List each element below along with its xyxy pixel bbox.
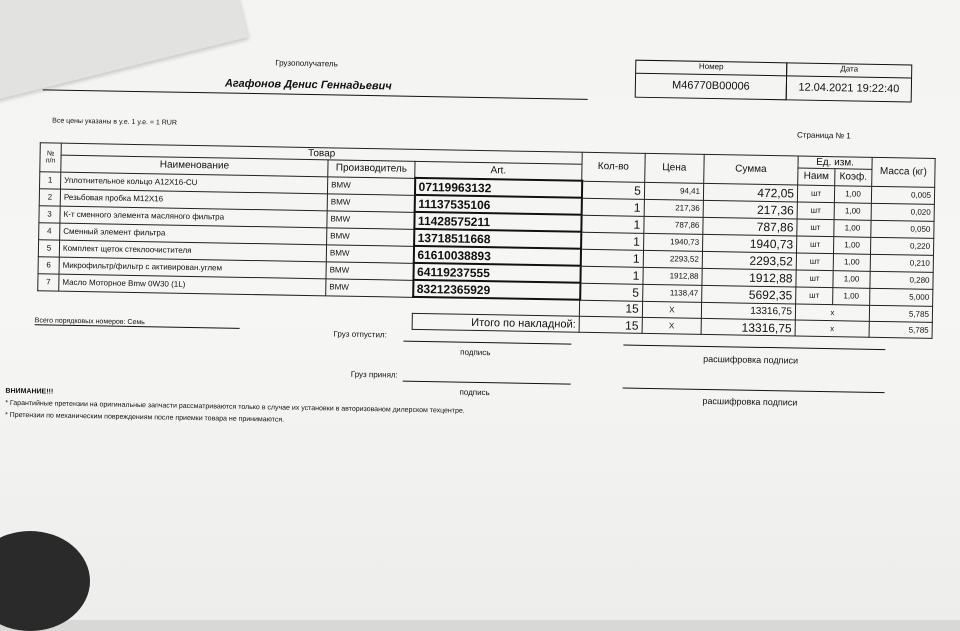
- number-box: [635, 60, 788, 101]
- warning-1: * Гарантийные претензии на оригинальные запчасти рассматриваются только в случае их установки в авторизованом дилерском техцентре.: [5, 399, 465, 415]
- date-box: [786, 62, 913, 102]
- col-maker: Производитель: [328, 160, 415, 178]
- cell-coef: 1,00: [834, 185, 871, 203]
- col-group-goods: Товар: [61, 143, 582, 164]
- page-number: Страница № 1: [796, 130, 851, 141]
- cell-art: 61610038893: [413, 246, 580, 266]
- released-signature-caption: подпись: [460, 347, 491, 358]
- cell-sum: 1940,73: [702, 234, 796, 253]
- cell-sum: 2293,52: [702, 251, 796, 270]
- col-name: Наименование: [61, 155, 328, 176]
- col-qty: Кол-во: [582, 152, 645, 182]
- invoice-number: M46770B00006: [671, 79, 750, 93]
- cell-maker: BMW: [326, 244, 413, 263]
- cell-unit: шт: [796, 287, 833, 305]
- number-label: Номер: [636, 61, 786, 77]
- cell-qty: 5: [581, 181, 644, 199]
- total-unit: x: [795, 320, 869, 337]
- cell-coef: 1,00: [834, 219, 871, 237]
- received-signature-line: [403, 381, 571, 385]
- released-label: Груз отпустил:: [333, 329, 387, 340]
- col-art: Art.: [415, 161, 582, 180]
- cell-price: 217,36: [644, 199, 703, 217]
- cell-mass: 5,000: [870, 288, 933, 306]
- cell-art: 11137535106: [414, 195, 581, 215]
- cell-maker: BMW: [326, 278, 413, 297]
- cell-maker: BMW: [326, 261, 413, 280]
- cell-coef: 1,00: [834, 202, 871, 220]
- cell-name: Уплотнительное кольцо A12X16-CU: [61, 172, 328, 194]
- cell-price: 2293,52: [643, 250, 702, 268]
- date-label: Дата: [787, 63, 911, 78]
- col-coef: Коэф.: [835, 169, 872, 186]
- cell-art: 07119963132: [414, 178, 581, 198]
- count-note: Всего порядковых номеров: Семь: [35, 317, 240, 329]
- cell-coef: 1,00: [833, 270, 870, 288]
- subtotal-price: X: [642, 301, 701, 319]
- total-sum: 13316,75: [701, 318, 795, 336]
- cell-art: 11428575211: [414, 212, 581, 232]
- cell-price: 94,41: [644, 182, 703, 200]
- cell-no: 6: [38, 256, 59, 273]
- released-signature-line: [403, 341, 571, 345]
- cell-sum: 787,86: [703, 217, 797, 236]
- cell-coef: 1,00: [833, 253, 870, 271]
- cell-mass: 0,220: [870, 237, 933, 255]
- cell-qty: 5: [580, 283, 643, 301]
- total-label: Итого по накладной:: [412, 313, 579, 332]
- cell-unit: шт: [796, 270, 833, 288]
- cell-qty: 1: [580, 249, 643, 267]
- cell-sum: 217,36: [703, 200, 797, 219]
- cell-maker: BMW: [327, 227, 414, 246]
- cell-qty: 1: [581, 215, 644, 233]
- received-signature-caption: подпись: [459, 387, 490, 398]
- prices-note: Все цены указаны в у.е. 1 у.е. = 1 RUR: [52, 117, 177, 127]
- cell-maker: BMW: [327, 176, 414, 195]
- cell-art: 13718511668: [414, 229, 581, 249]
- cell-sum: 5692,35: [702, 285, 796, 304]
- cell-name: Сменный элемент фильтра: [60, 223, 327, 245]
- cell-unit: шт: [797, 219, 834, 237]
- items-table: [37, 142, 936, 339]
- col-price: Цена: [644, 153, 704, 183]
- received-decode-caption: расшифровка подписи: [702, 395, 798, 408]
- consignee-label: Грузополучатель: [275, 58, 338, 69]
- subtotal-qty: 15: [579, 300, 642, 318]
- cell-no: 2: [39, 188, 60, 205]
- subtotal-unit: x: [795, 304, 869, 322]
- cell-qty: 1: [581, 198, 644, 216]
- col-unit-name: Наим: [798, 168, 835, 185]
- cell-price: 787,86: [644, 216, 703, 234]
- cell-unit: шт: [796, 253, 833, 271]
- received-decode-line: [623, 388, 885, 394]
- released-decode-line: [623, 345, 885, 351]
- cell-art: 83212365929: [413, 280, 580, 300]
- cell-name: Резьбовая пробка M12X16: [60, 189, 327, 211]
- cell-no: 3: [39, 205, 60, 222]
- total-qty: 15: [579, 316, 642, 333]
- cell-name: Микрофильтр/фильтр с активирован.углем: [59, 257, 326, 279]
- cell-name: Масло Моторное Bmw 0W30 (1L): [59, 274, 326, 296]
- released-decode-caption: расшифровка подписи: [703, 353, 799, 366]
- col-sum: Сумма: [704, 154, 799, 184]
- cell-maker: BMW: [327, 210, 414, 229]
- cell-maker: BMW: [327, 193, 414, 212]
- cell-price: 1138,47: [642, 284, 701, 302]
- consignee-name: Агафонов Денис Геннадьевич: [224, 77, 392, 93]
- cell-price: 1940,73: [643, 233, 702, 251]
- cell-qty: 1: [581, 232, 644, 250]
- cell-sum: 472,05: [703, 183, 797, 202]
- cell-unit: шт: [797, 185, 834, 203]
- cell-no: 4: [39, 222, 60, 239]
- cell-sum: 1912,88: [702, 268, 796, 287]
- cell-art: 64119237555: [413, 263, 580, 283]
- cell-qty: 1: [580, 266, 643, 284]
- invoice-date: 12.04.2021 19:22:40: [798, 81, 900, 96]
- cell-mass: 0,050: [871, 220, 934, 238]
- warning-title: ВНИМАНИЕ!!!: [5, 387, 54, 396]
- cell-no: 5: [38, 239, 59, 256]
- cell-coef: 1,00: [833, 287, 870, 305]
- cell-name: К-т сменного элемента масляного фильтра: [60, 206, 327, 228]
- cell-unit: шт: [797, 236, 834, 254]
- cell-unit: шт: [797, 202, 834, 220]
- cell-no: 1: [40, 171, 61, 188]
- cell-mass: 0,020: [871, 203, 934, 221]
- warning-2: * Претензии по механическим повреждениям после приемки товара не принимаются.: [4, 411, 285, 424]
- subtotal-sum: 13316,75: [701, 302, 795, 320]
- cell-coef: 1,00: [833, 236, 870, 254]
- cell-mass: 0,210: [870, 254, 933, 272]
- cell-name: Комплект щеток стеклоочистителя: [59, 240, 326, 262]
- cell-mass: 0,005: [871, 186, 934, 204]
- total-price: X: [642, 317, 701, 334]
- cell-price: 1912,88: [643, 267, 702, 285]
- col-group-unit: Ед. изм.: [798, 156, 872, 169]
- total-mass: 5,785: [869, 321, 932, 338]
- received-label: Груз принял:: [350, 369, 398, 380]
- cell-mass: 0,280: [870, 271, 933, 289]
- cell-no: 7: [38, 273, 59, 290]
- col-mass: Масса (кг): [872, 157, 935, 187]
- subtotal-mass: 5,785: [869, 305, 932, 323]
- col-no: № п/п: [40, 143, 61, 172]
